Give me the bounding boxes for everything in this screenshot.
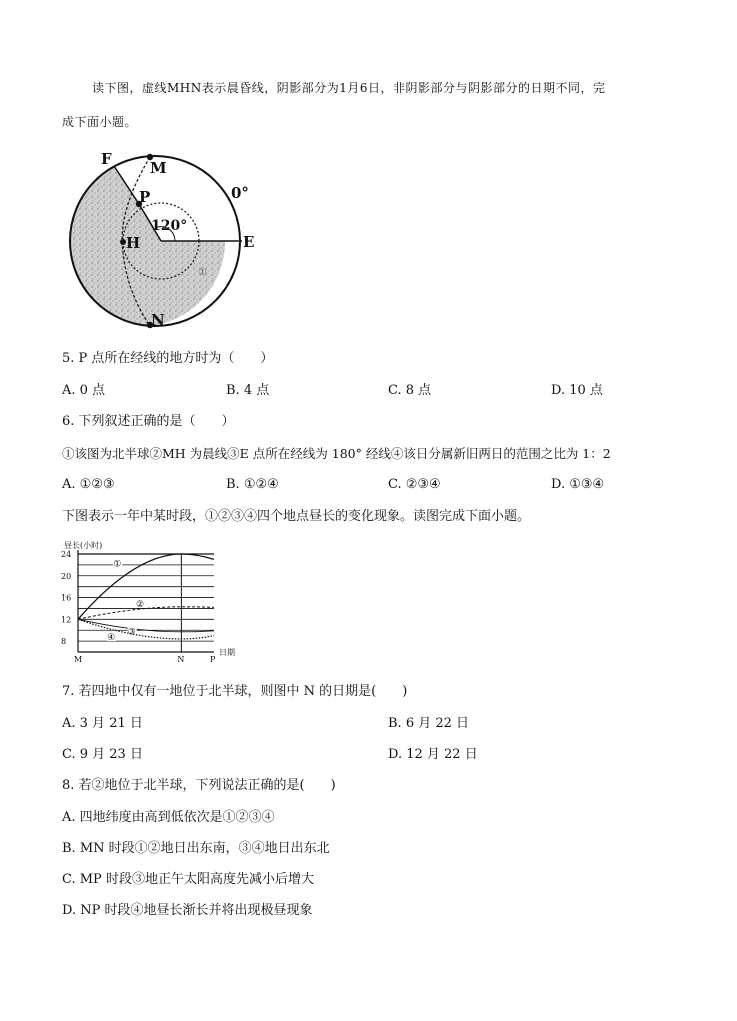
y-tick-label: 20 xyxy=(61,571,72,581)
q8-option-a[interactable]: A. 四地纬度由高到低依次是①②③④ xyxy=(62,810,275,825)
series-label: ② xyxy=(136,599,145,610)
q7-option-d[interactable]: D. 12 月 22 日 xyxy=(388,747,478,762)
q6-option-b[interactable]: B. ①②④ xyxy=(226,477,279,492)
q8-option-b[interactable]: B. MN 时段①②地日出东南，③④地日出东北 xyxy=(62,841,330,856)
intro-line-2: 成下面小题。 xyxy=(62,115,138,129)
q5-option-b[interactable]: B. 4 点 xyxy=(226,383,270,398)
q6-option-a[interactable]: A. ①②③ xyxy=(62,477,115,492)
q5-stem: 5. P 点所在经线的地方时为（ ） xyxy=(62,351,274,366)
label-n: N xyxy=(151,311,165,329)
y-tick-label: 24 xyxy=(61,550,72,559)
chart-xlabel: 日期 xyxy=(219,648,235,657)
label-region-one: ① xyxy=(198,267,207,278)
series-line xyxy=(78,619,214,639)
intro-line-1: 读下图，虚线MHN表示晨昏线，阴影部分为1月6日，非阴影部分与阴影部分的日期不同，完 xyxy=(92,81,606,95)
q8-option-c[interactable]: C. MP 时段③地正午太阳高度先减小后增大 xyxy=(62,872,314,887)
q6-statements: ①该图为北半球②MH 为晨线③E 点所在经线为 180° 经线④该日分属新旧两日的范围之比为 1：2 xyxy=(62,446,611,461)
x-tick-label: P xyxy=(210,655,216,664)
figure-polar-diagram xyxy=(55,142,275,337)
label-zero-degree: 0° xyxy=(231,184,249,202)
q6-option-c[interactable]: C. ②③④ xyxy=(388,477,441,492)
q5-option-a[interactable]: A. 0 点 xyxy=(62,383,106,398)
label-p: P xyxy=(139,188,151,206)
q7-stem: 7. 若四地中仅有一地位于北半球，则图中 N 的日期是( ) xyxy=(62,684,408,699)
y-tick-label: 12 xyxy=(61,615,72,625)
y-tick-label: 8 xyxy=(61,637,67,647)
series-label: ① xyxy=(113,559,122,570)
intro-2: 下图表示一年中某时段，①②③④四个地点昼长的变化现象。读图完成下面小题。 xyxy=(62,509,531,524)
x-tick-label: M xyxy=(74,655,83,664)
q6-option-d[interactable]: D. ①③④ xyxy=(551,477,605,492)
day-length-chart xyxy=(56,536,246,670)
label-m: M xyxy=(150,159,167,177)
q5-option-c[interactable]: C. 8 点 xyxy=(388,383,432,398)
q7-option-c[interactable]: C. 9 月 23 日 xyxy=(62,747,143,762)
series-label: ④ xyxy=(107,633,116,644)
series-label: ③ xyxy=(127,627,136,638)
y-tick-label: 16 xyxy=(61,593,72,603)
q7-option-a[interactable]: A. 3 月 21 日 xyxy=(62,716,143,731)
label-f: F xyxy=(101,150,112,168)
q8-option-d[interactable]: D. NP 时段④地昼长渐长并将出现极昼现象 xyxy=(62,903,313,918)
label-e: E xyxy=(243,233,255,251)
x-tick-label: N xyxy=(177,655,185,664)
chart-ylabel: 昼长(小时) xyxy=(64,541,103,550)
q5-option-d[interactable]: D. 10 点 xyxy=(551,383,603,398)
q8-stem: 8. 若②地位于北半球，下列说法正确的是( ) xyxy=(62,778,336,793)
label-angle-120: 120° xyxy=(151,218,188,234)
q6-stem: 6. 下列叙述正确的是（ ） xyxy=(62,414,235,429)
q7-option-b[interactable]: B. 6 月 22 日 xyxy=(388,716,470,731)
label-h: H xyxy=(126,234,141,252)
